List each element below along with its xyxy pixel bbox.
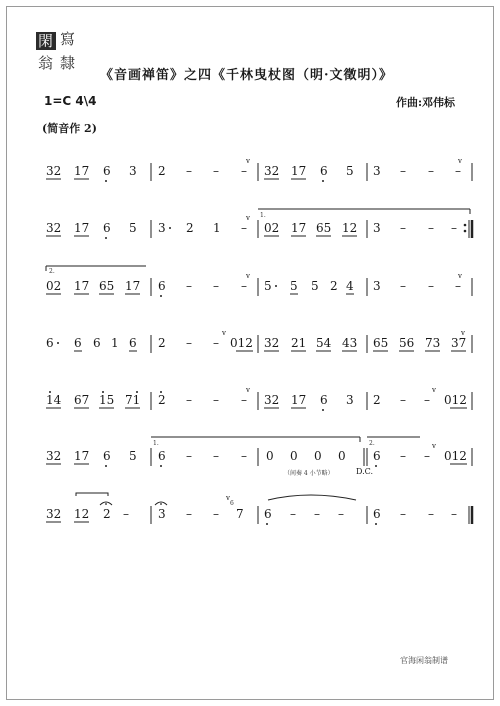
svg-text:6: 6	[158, 449, 166, 463]
svg-text:–: –	[400, 164, 406, 178]
seal-glyph-4: 隸	[60, 54, 76, 72]
svg-text:–: –	[213, 279, 219, 293]
svg-text:–: –	[400, 449, 406, 463]
svg-text:32: 32	[46, 164, 62, 178]
svg-text:14: 14	[46, 393, 62, 407]
svg-text:v: v	[458, 272, 462, 280]
svg-text:–: –	[428, 279, 434, 293]
svg-text:32: 32	[46, 449, 62, 463]
svg-text:6: 6	[320, 164, 328, 178]
svg-text:v: v	[246, 157, 250, 165]
svg-text:12: 12	[74, 507, 90, 521]
svg-text:v: v	[432, 386, 436, 394]
svg-text:4: 4	[346, 279, 354, 293]
svg-text:–: –	[213, 393, 219, 407]
svg-text:17: 17	[74, 279, 90, 293]
svg-text:–: –	[314, 507, 320, 521]
svg-text:02: 02	[46, 279, 62, 293]
row-2	[46, 209, 472, 239]
volta-2-label-a: 2.	[49, 268, 55, 275]
svg-text:6: 6	[46, 336, 54, 350]
key-signature: 1=C 4\4	[44, 94, 97, 108]
svg-text:–: –	[400, 507, 406, 521]
svg-text:2: 2	[330, 279, 338, 293]
svg-text:17: 17	[74, 221, 90, 235]
svg-text:–: –	[213, 449, 219, 463]
svg-text:v: v	[226, 494, 230, 502]
svg-text:5: 5	[129, 449, 137, 463]
svg-text:17: 17	[74, 449, 90, 463]
svg-text:–: –	[186, 393, 192, 407]
row-3	[46, 266, 472, 297]
svg-text:6: 6	[373, 507, 381, 521]
svg-text:v: v	[246, 386, 250, 394]
svg-text:3: 3	[373, 221, 381, 235]
volta-2-label-b: 2.	[369, 440, 375, 447]
svg-text:1: 1	[111, 336, 119, 350]
svg-text:–: –	[428, 221, 434, 235]
svg-text:21: 21	[291, 336, 307, 350]
svg-text:–: –	[241, 449, 247, 463]
svg-text:32: 32	[264, 393, 280, 407]
svg-text:v: v	[246, 272, 250, 280]
svg-text:v: v	[246, 214, 250, 222]
svg-text:2: 2	[158, 393, 166, 407]
svg-text:–: –	[241, 393, 247, 407]
svg-text:v: v	[432, 442, 436, 450]
svg-text:–: –	[186, 449, 192, 463]
svg-text:3: 3	[158, 507, 166, 521]
svg-text:–: –	[241, 164, 247, 178]
svg-text:2: 2	[158, 164, 166, 178]
svg-text:15: 15	[99, 393, 115, 407]
volta-1-label-b: 1.	[153, 440, 159, 447]
svg-text:17: 17	[291, 164, 307, 178]
svg-text:6: 6	[320, 393, 328, 407]
grace-note: 6	[230, 500, 234, 507]
svg-text:–: –	[241, 279, 247, 293]
svg-text:5: 5	[346, 164, 354, 178]
seal-glyph-1: 閑	[38, 32, 54, 50]
svg-text:–: –	[186, 164, 192, 178]
svg-text:32: 32	[264, 164, 280, 178]
svg-text:17: 17	[125, 279, 141, 293]
svg-text:v: v	[458, 157, 462, 165]
svg-text:012: 012	[444, 393, 467, 407]
seal-glyph-2: 寫	[60, 30, 76, 48]
svg-text:12: 12	[342, 221, 358, 235]
svg-text:–: –	[400, 393, 406, 407]
svg-text:–: –	[186, 507, 192, 521]
svg-text:6: 6	[93, 336, 101, 350]
svg-text:6: 6	[103, 221, 111, 235]
svg-text:17: 17	[74, 164, 90, 178]
svg-text:6: 6	[373, 449, 381, 463]
svg-text:–: –	[451, 507, 457, 521]
svg-text:54: 54	[316, 336, 332, 350]
svg-text:0: 0	[266, 449, 274, 463]
svg-text:2: 2	[186, 221, 194, 235]
svg-text:–: –	[455, 279, 461, 293]
svg-text:–: –	[290, 507, 296, 521]
svg-text:–: –	[424, 449, 430, 463]
svg-text:–: –	[455, 164, 461, 178]
svg-text:67: 67	[74, 393, 90, 407]
svg-text:–: –	[400, 221, 406, 235]
svg-text:–: –	[123, 507, 129, 521]
svg-text:–: –	[213, 507, 219, 521]
svg-text:3: 3	[373, 279, 381, 293]
svg-text:6: 6	[103, 164, 111, 178]
svg-text:012: 012	[444, 449, 467, 463]
seal-glyph-3: 翁	[38, 54, 54, 72]
svg-text:–: –	[338, 507, 344, 521]
composer-credit: 作曲:邓伟标	[396, 96, 456, 109]
svg-text:17: 17	[291, 221, 307, 235]
svg-text:43: 43	[342, 336, 358, 350]
svg-text:65: 65	[99, 279, 115, 293]
svg-text:–: –	[186, 279, 192, 293]
da-capo-mark: D.C.	[356, 467, 374, 476]
svg-text:32: 32	[46, 507, 62, 521]
row-6	[46, 437, 472, 467]
svg-text:2: 2	[373, 393, 381, 407]
svg-text:2: 2	[103, 507, 111, 521]
svg-text:6: 6	[103, 449, 111, 463]
svg-text:6: 6	[264, 507, 272, 521]
svg-text:32: 32	[264, 336, 280, 350]
svg-text:65: 65	[373, 336, 389, 350]
svg-text:v: v	[222, 329, 226, 337]
svg-text:0: 0	[338, 449, 346, 463]
row-7	[46, 493, 472, 525]
svg-text:5: 5	[129, 221, 137, 235]
svg-text:56: 56	[399, 336, 415, 350]
svg-text:–: –	[428, 164, 434, 178]
interlude-note: （间奏 4 小节略）	[284, 470, 334, 477]
svg-text:–: –	[186, 336, 192, 350]
svg-text:6: 6	[74, 336, 82, 350]
svg-text:–: –	[400, 279, 406, 293]
svg-text:–: –	[213, 336, 219, 350]
svg-text:17: 17	[291, 393, 307, 407]
svg-text:012: 012	[230, 336, 253, 350]
svg-text:3: 3	[158, 221, 166, 235]
svg-text:5: 5	[311, 279, 319, 293]
row-1	[46, 157, 472, 182]
svg-text:1: 1	[213, 221, 221, 235]
footer-credit: 官海闲翁制谱	[400, 656, 448, 665]
svg-text:0: 0	[290, 449, 298, 463]
svg-text:6: 6	[129, 336, 137, 350]
svg-text:02: 02	[264, 221, 280, 235]
svg-text:5: 5	[290, 279, 298, 293]
svg-text:–: –	[451, 221, 457, 235]
svg-text:0: 0	[314, 449, 322, 463]
svg-text:73: 73	[425, 336, 441, 350]
svg-text:2: 2	[158, 336, 166, 350]
svg-text:–: –	[241, 221, 247, 235]
svg-text:–: –	[428, 507, 434, 521]
svg-text:–: –	[424, 393, 430, 407]
svg-text:37: 37	[451, 336, 467, 350]
svg-text:3: 3	[346, 393, 354, 407]
row-5	[46, 386, 472, 411]
svg-text:65: 65	[316, 221, 332, 235]
volta-1-label-a: 1.	[260, 212, 266, 219]
svg-text:3: 3	[373, 164, 381, 178]
svg-text:6: 6	[158, 279, 166, 293]
svg-text:v: v	[461, 329, 465, 337]
svg-text:5: 5	[264, 279, 272, 293]
svg-text:32: 32	[46, 221, 62, 235]
svg-text:3: 3	[129, 164, 137, 178]
fingering-note: (简音作 2)	[42, 122, 97, 135]
svg-text:7: 7	[236, 507, 244, 521]
svg-text:71: 71	[125, 393, 141, 407]
svg-text:–: –	[213, 164, 219, 178]
row-4	[46, 329, 472, 353]
score-title: 《音画禅笛》之四《千林曳杖图（明·文徵明）》	[100, 68, 394, 83]
